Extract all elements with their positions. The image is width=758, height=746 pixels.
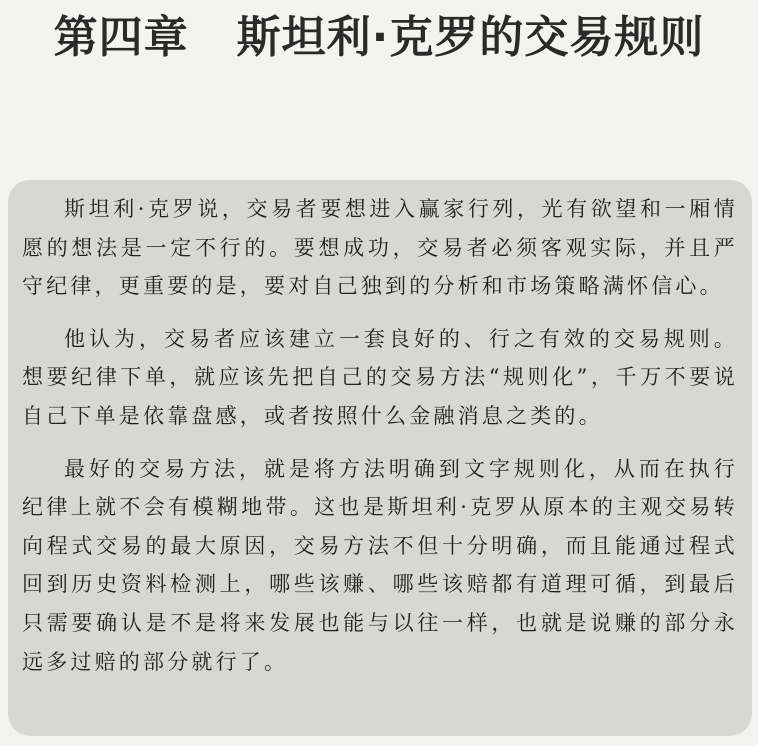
- paragraph: 斯坦利·克罗说，交易者要想进入赢家行列，光有欲望和一厢情愿的想法是一定不行的。要想成功，交易者必须客观实际，并且严守纪律，更重要的是，要对自己独到的分析和市场策略满怀信心。: [22, 197, 738, 299]
- chapter-number: 第四章: [53, 12, 189, 63]
- chapter-heading: [0, 8, 758, 68]
- paragraph: 他认为，交易者应该建立一套良好的、行之有效的交易规则。想要纪律下单，就应该先把自己的交易方法“规则化”，千万不要说自己下单是依靠盘感，或者按照什么金融消息之类的。: [22, 326, 738, 428]
- chapter-title: 斯坦利·克罗的交易规则: [236, 12, 705, 63]
- paragraph: 最好的交易方法，就是将方法明确到文字规则化，从而在执行纪律上就不会有模糊地带。这也是斯坦利·克罗从原本的主观交易转向程式交易的最大原因，交易方法不但十分明确，而且能通过程式回到历史资料检测上，哪些该赚、哪些该赔都有道理可循，到最后只需要确认是不是将来发展也能与以往一样，也就是说赚的部分永远多过赔的部分就行了。: [22, 456, 738, 674]
- body-text-panel: [8, 180, 752, 736]
